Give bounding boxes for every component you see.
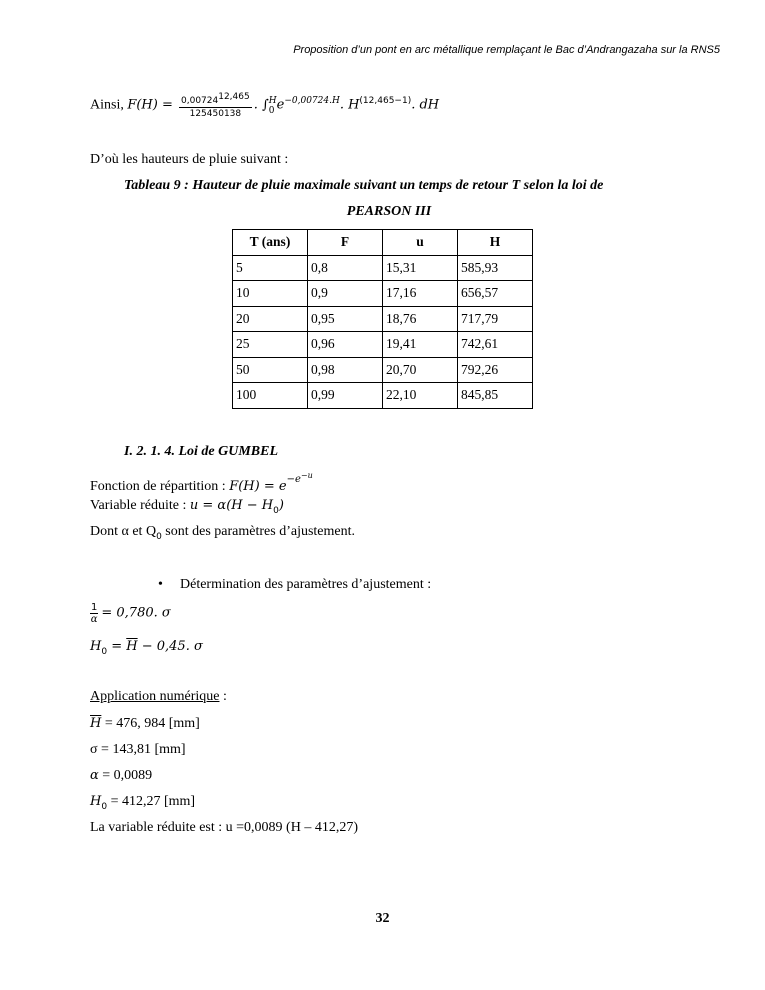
table-cell: 100 (233, 383, 308, 409)
table-row (233, 281, 533, 307)
fraction-denominator: 125450138 (189, 109, 242, 119)
table-cell: 18,76 (383, 306, 458, 332)
fonction-label: Fonction de répartition : (90, 479, 230, 494)
table-row (233, 306, 533, 332)
table-cell: 22,10 (383, 383, 458, 409)
fonction-line (90, 471, 313, 495)
table-cell: 742,61 (458, 332, 533, 358)
hbar-symbol: $\overline{H}$ (90, 716, 102, 731)
intro-text: D’où les hauteurs de pluie suivant : (90, 152, 289, 167)
dh-term: . dH (411, 97, 440, 113)
alpha-rhs: = 0,780. σ (101, 605, 171, 621)
table-cell: 20 (233, 306, 308, 332)
alpha-frac-num: 1 (91, 602, 98, 613)
application-colon: : (219, 689, 227, 704)
fonction-exp (286, 471, 313, 485)
h0-value-line (90, 794, 195, 812)
application-title-text: Application numérique (90, 689, 220, 704)
variable-expr: u = α(H − H (189, 498, 274, 513)
exp-exponent: −0,00724.H (284, 96, 340, 107)
table-cell: 717,79 (458, 306, 533, 332)
fonction-expr: F(H) = e (229, 479, 287, 494)
h0-sub: 0 (101, 801, 108, 812)
table-cell: 0,95 (308, 306, 383, 332)
table-header-cell: T (ans) (233, 230, 308, 256)
h0-symbol: H (90, 794, 102, 809)
integral-lower: 0 (268, 105, 275, 116)
table-caption-line2: PEARSON III (346, 204, 432, 219)
h-term: . H (339, 97, 360, 113)
variable-sub: 0 (273, 505, 279, 516)
table-cell: 585,93 (458, 255, 533, 281)
table-row (233, 332, 533, 358)
table-header-cell: F (308, 230, 383, 256)
table-header-cell: H (458, 230, 533, 256)
variable-close: ) (278, 498, 284, 513)
integral-upper: H (268, 95, 277, 106)
fraction-numerator (179, 92, 252, 108)
table-cell: 10 (233, 281, 308, 307)
fonction-exp-exp: −u (300, 471, 313, 480)
table-cell: 5 (233, 255, 308, 281)
table-header-row (233, 230, 533, 256)
table-cell: 792,26 (458, 357, 533, 383)
conclusion-line: La variable réduite est : u =0,0089 (H – 412,27) (90, 820, 358, 835)
integral-bounds (269, 96, 277, 116)
bullet-item (158, 577, 431, 593)
table-row (233, 357, 533, 383)
hbar-value-line (90, 716, 200, 732)
alpha-frac-den: α (90, 614, 98, 625)
table-row (233, 255, 533, 281)
eq2-h: H (90, 639, 102, 654)
table-cell: 0,99 (308, 383, 383, 409)
ainsi-formula (90, 92, 439, 119)
table-cell: 25 (233, 332, 308, 358)
table-cell: 20,70 (383, 357, 458, 383)
eq2-hbar: $\overline{H}$ (126, 639, 138, 654)
alpha-value: = 0,0089 (98, 768, 153, 783)
pearson-table (232, 229, 533, 409)
equation-alpha (90, 602, 171, 625)
table-cell: 845,85 (458, 383, 533, 409)
exp-base: e (276, 97, 285, 113)
application-title (90, 689, 227, 705)
table-cell: 0,8 (308, 255, 383, 281)
bullet-text: Détermination des paramètres d’ajustement : (180, 577, 432, 592)
numerator-base: 0,00724 (181, 96, 219, 106)
table-header-cell: u (383, 230, 458, 256)
table-caption-line1: Tableau 9 : Hauteur de pluie maximale suivant un temps de retour T selon la loi de (124, 178, 604, 193)
table-cell: 0,9 (308, 281, 383, 307)
variable-line (90, 498, 284, 516)
table-cell: 15,31 (383, 255, 458, 281)
table-cell: 0,98 (308, 357, 383, 383)
integral-sign: . ∫ (253, 97, 269, 113)
page-number: 32 (375, 911, 390, 926)
dont-text-b: sont des paramètres d’ajustement. (161, 524, 356, 539)
alpha-fraction (90, 602, 98, 625)
running-header: Proposition d’un pont en arc métallique remplaçant le Bac d’Andrangazaha sur la RNS5 (293, 44, 720, 56)
numerator-exponent: 12,465 (218, 92, 250, 102)
ainsi-lead: Ainsi, (90, 97, 128, 113)
bullet-icon: • (158, 577, 163, 592)
alpha-symbol: α (90, 768, 99, 783)
sigma-value-line: σ = 143,81 [mm] (90, 742, 186, 757)
formula-lhs: F(H) = (127, 97, 178, 113)
alpha-value-line (90, 768, 152, 784)
formula-fraction (179, 92, 252, 119)
eq2-sub: 0 (101, 646, 108, 657)
hbar-value: = 476, 984 [mm] (101, 716, 200, 731)
table-cell: 656,57 (458, 281, 533, 307)
eq2-equals: = (107, 639, 127, 654)
section-title: I. 2. 1. 4. Loi de GUMBEL (124, 444, 278, 459)
dont-text-a: Dont α et Q (90, 524, 157, 539)
fonction-exp-base: −e (286, 474, 301, 485)
table-cell: 17,16 (383, 281, 458, 307)
eq2-rest: − 0,45. σ (137, 639, 203, 654)
table-cell: 0,96 (308, 332, 383, 358)
table-cell: 50 (233, 357, 308, 383)
dont-sub: 0 (156, 531, 162, 542)
h-exponent: (12,465−1) (359, 96, 412, 107)
table-cell: 19,41 (383, 332, 458, 358)
table-row (233, 383, 533, 409)
dont-line (90, 524, 355, 542)
variable-label: Variable réduite : (90, 498, 190, 513)
h0-value: = 412,27 [mm] (107, 794, 196, 809)
equation-h0 (90, 639, 203, 657)
